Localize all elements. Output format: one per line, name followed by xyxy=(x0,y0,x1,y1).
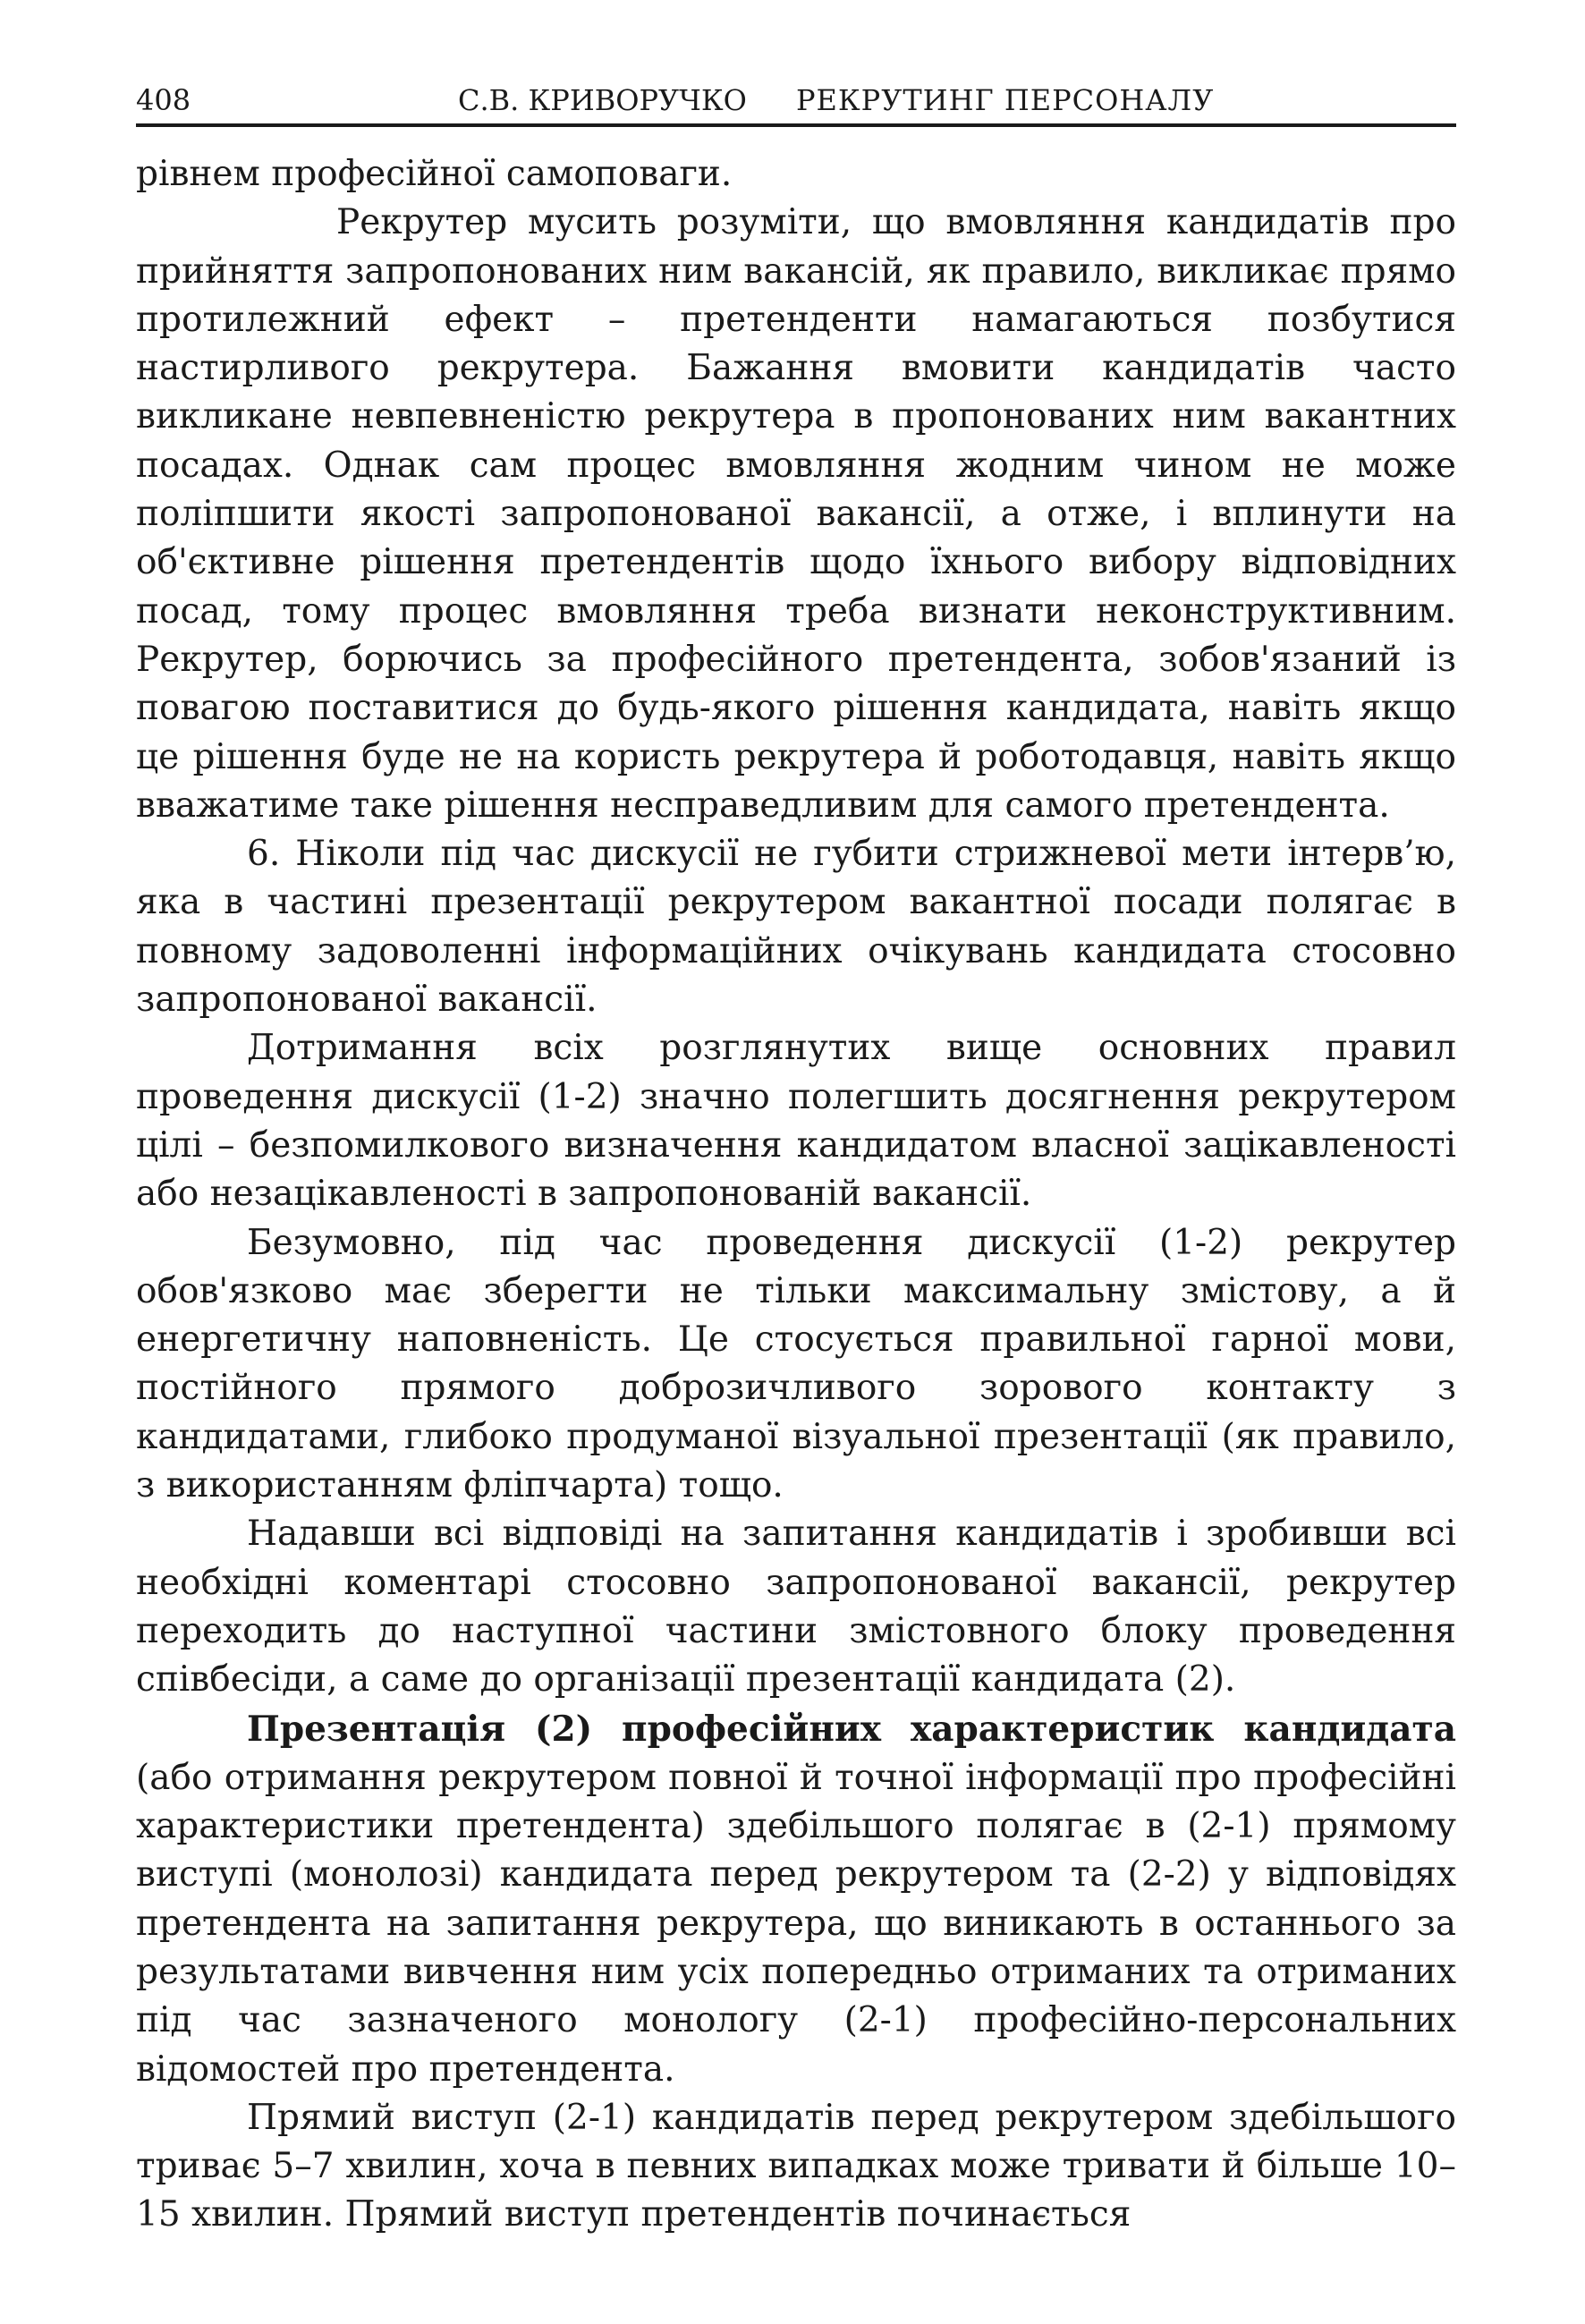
paragraph: Дотримання всіх розглянутих вище основних правил проведення дискусії (1-2) значно полегшить досягнення рекрутером цілі – безпомилкового визначення кандидатом власної зацікавленості або незацікавленості в запропонованій вакансії. xyxy=(136,1028,1456,1215)
running-title: РЕКРУТИНГ ПЕРСОНАЛУ xyxy=(796,83,1215,117)
bold-term: Презентація (2) професійних характеристик кандидата xyxy=(247,1708,1456,1750)
paragraph: Надавши всі відповіді на запитання кандидатів і зробивши всі необхідні коментарі стосовно запропонованої вакансії, рекрутер переходить до наступної частини змістовного блоку проведення співбесіди, а саме до організації презентації кандидата (2). xyxy=(136,1514,1456,1701)
paragraph: рівнем професійної самоповаги. xyxy=(136,154,733,194)
paragraph: Безумовно, під час проведення дискусії (1-2) рекрутер обов'язково має зберегти не тільки максимальну змістову, а й енергетичну наповненість. Це стосується правильної гарної мови, постійного прямого доброзичливого зорового контакту з кандидатами, глибоко продуманої візуальної презентації (як правило, з використанням фліпчарта) тощо. xyxy=(136,1222,1456,1506)
paragraph-text: (або отримання рекрутером повної й точної інформації про професійні характеристики претендента) здебільшого полягає в (2-1) прямому виступі (монолозі) кандидата перед рекрутером та (2-2) у відповідях претендента на запитання рекрутера, що виникають в останнього за результатами вивчення ним усіх попередньо отриманих та отриманих під час зазначеного монологу (2-1) професійно-персональних відомостей про претендента. xyxy=(136,1757,1456,2090)
running-author: С.В. КРИВОРУЧКО xyxy=(458,83,747,117)
running-header xyxy=(136,77,1456,127)
page-number: 408 xyxy=(136,83,191,117)
paragraph xyxy=(136,1705,1456,2094)
book-page xyxy=(136,77,1456,2240)
paragraph: Прямий виступ (2-1) кандидатів перед рекрутером здебільшого триває 5–7 хвилин, хоча в певних випадках може тривати й більше 10–15 хвилин. Прямий виступ претендентів починається xyxy=(136,2097,1456,2235)
paragraph: Рекрутер мусить розуміти, що вмовляння кандидатів про прийняття запропонованих ним вакансій, як правило, викликає прямо протилежний ефект – претенденти намагаються позбутися настирливого рекрутера. Бажання вмовити кандидатів часто викликане невпевненістю рекрутера в пропонованих ним вакантних посадах. Однак сам процес вмовляння жодним чином не може поліпшити якості запропонованої вакансії, а отже, і вплинути на об'єктивне рішення претендентів щодо їхнього вибору відповідних посад, тому процес вмовляння треба визнати неконструктивним. Рекрутер, борючись за професійного претендента, зобов'язаний із повагою поставитися до будь-якого рішення кандидата, навіть якщо це рішення буде не на користь рекрутера й роботодавця, навіть якщо вважатиме таке рішення несправедливим для самого претендента. xyxy=(136,202,1456,826)
body-text xyxy=(136,150,1456,2240)
paragraph: 6. Ніколи під час дискусії не губити стрижневої мети інтерв’ю, яка в частині презентації рекрутером вакантної посади полягає в повному задоволенні інформаційних очікувань кандидата стосовно запропонованої вакансії. xyxy=(136,834,1456,1021)
